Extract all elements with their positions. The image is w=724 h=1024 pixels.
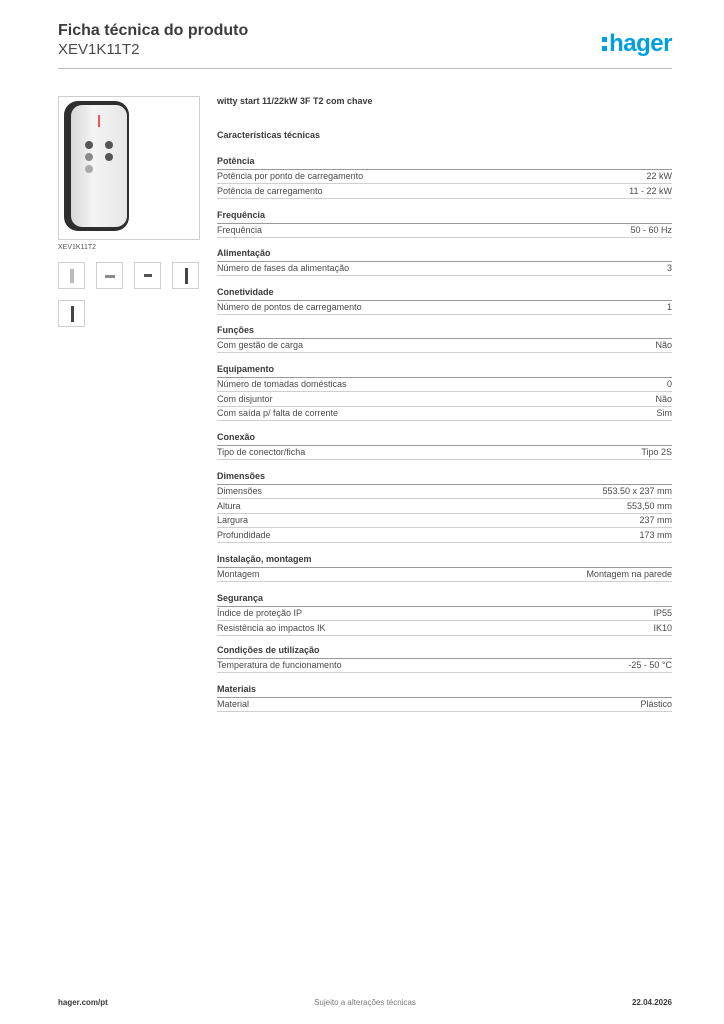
spec-group-title: Condições de utilização xyxy=(217,645,320,655)
spec-value: Não xyxy=(655,340,672,350)
spec-row xyxy=(217,697,672,712)
spec-label: Número de pontos de carregamento xyxy=(217,302,362,312)
footer-disclaimer: Sujeito a alterações técnicas xyxy=(314,998,416,1007)
spec-row xyxy=(217,169,672,184)
page-footer xyxy=(58,998,672,1012)
spec-group-title: Materiais xyxy=(217,684,257,694)
footer-website[interactable]: hager.com/pt xyxy=(58,998,108,1007)
spec-label: Potência por ponto de carregamento xyxy=(217,171,364,181)
spec-label: Temperatura de funcionamento xyxy=(217,660,342,670)
spec-label: Material xyxy=(217,699,250,709)
spec-row xyxy=(217,621,672,636)
spec-value: 1 xyxy=(666,302,672,312)
image-caption: XEV1K11T2 xyxy=(58,244,97,251)
spec-value: -25 - 50 °C xyxy=(628,660,672,670)
footer-date: 22.04.2026 xyxy=(631,998,672,1007)
spec-label: Largura xyxy=(217,515,249,526)
thumbnail-front-view[interactable] xyxy=(58,262,85,289)
spec-value: Não xyxy=(655,393,672,404)
spec-group-title: Potência xyxy=(217,156,255,166)
thumbnail-side-view-2[interactable] xyxy=(58,300,85,327)
spec-value: 22 kW xyxy=(646,171,672,181)
spec-group-title: Instalação, montagem xyxy=(217,554,312,564)
spec-row xyxy=(217,261,672,276)
spec-row xyxy=(217,606,672,621)
thumbnail-bottom-view[interactable] xyxy=(134,262,161,289)
spec-value: 553.50 x 237 mm xyxy=(602,486,672,496)
product-reference: XEV1K11T2 xyxy=(58,41,140,58)
spec-group-title: Dimensões xyxy=(217,471,266,481)
spec-value: 173 mm xyxy=(639,529,672,540)
thumbnail-top-view[interactable] xyxy=(96,262,123,289)
spec-row xyxy=(217,658,672,673)
spec-group-title: Segurança xyxy=(217,593,264,603)
spec-value: 3 xyxy=(666,263,672,273)
document-title: Ficha técnica do produto xyxy=(58,22,249,39)
spec-row xyxy=(217,513,672,528)
spec-row xyxy=(217,392,672,407)
spec-value: Montagem na parede xyxy=(586,569,672,579)
spec-label: Número de tomadas domésticas xyxy=(217,379,347,389)
spec-group-title: Equipamento xyxy=(217,364,275,374)
spec-row xyxy=(217,499,672,514)
logo-mark-icon xyxy=(602,35,607,53)
spec-group-title: Alimentação xyxy=(217,248,271,258)
spec-value: 553,50 mm xyxy=(626,500,672,511)
technical-characteristics-title: Características técnicas xyxy=(217,130,321,140)
spec-value: Tipo 2S xyxy=(641,447,672,457)
spec-value: 50 - 60 Hz xyxy=(630,225,672,235)
spec-value: IK10 xyxy=(653,622,672,633)
spec-row xyxy=(217,223,672,238)
spec-label: Profundidade xyxy=(217,529,271,540)
spec-label: Com saída p/ falta de corrente xyxy=(217,408,339,419)
spec-group-title: Conexão xyxy=(217,432,256,442)
spec-row xyxy=(217,338,672,353)
spec-label: Montagem xyxy=(217,569,260,579)
spec-row xyxy=(217,484,672,499)
hager-logo xyxy=(602,30,672,58)
header-divider xyxy=(58,68,672,69)
spec-label: Tipo de conector/ficha xyxy=(217,447,306,457)
spec-group-title: Frequência xyxy=(217,210,266,220)
spec-label: Potência de carregamento xyxy=(217,185,323,196)
spec-row xyxy=(217,406,672,421)
spec-row xyxy=(217,445,672,460)
spec-group-title: Funções xyxy=(217,325,255,335)
spec-row xyxy=(217,300,672,315)
spec-value: 0 xyxy=(666,379,672,389)
spec-row xyxy=(217,567,672,582)
product-image xyxy=(58,96,200,240)
logo-text: hager xyxy=(609,30,672,57)
spec-label: Dimensões xyxy=(217,486,263,496)
spec-row xyxy=(217,184,672,199)
spec-label: Resistência ao impactos IK xyxy=(217,622,326,633)
spec-value: Plástico xyxy=(640,699,672,709)
thumbnail-side-view[interactable] xyxy=(172,262,199,289)
spec-label: Frequência xyxy=(217,225,263,235)
spec-value: Sim xyxy=(656,408,672,419)
spec-value: IP55 xyxy=(653,608,672,618)
charger-illustration xyxy=(64,101,129,231)
spec-value: 11 - 22 kW xyxy=(629,185,672,196)
page-header xyxy=(58,22,672,70)
spec-label: Com gestão de carga xyxy=(217,340,304,350)
spec-row xyxy=(217,528,672,543)
spec-group-title: Conetividade xyxy=(217,287,274,297)
spec-value: 237 mm xyxy=(639,515,672,526)
spec-label: Número de fases da alimentação xyxy=(217,263,350,273)
product-name: witty start 11/22kW 3F T2 com chave xyxy=(217,96,373,106)
spec-row xyxy=(217,377,672,392)
spec-label: Índice de proteção IP xyxy=(217,608,303,618)
spec-label: Com disjuntor xyxy=(217,393,273,404)
spec-label: Altura xyxy=(217,500,241,511)
